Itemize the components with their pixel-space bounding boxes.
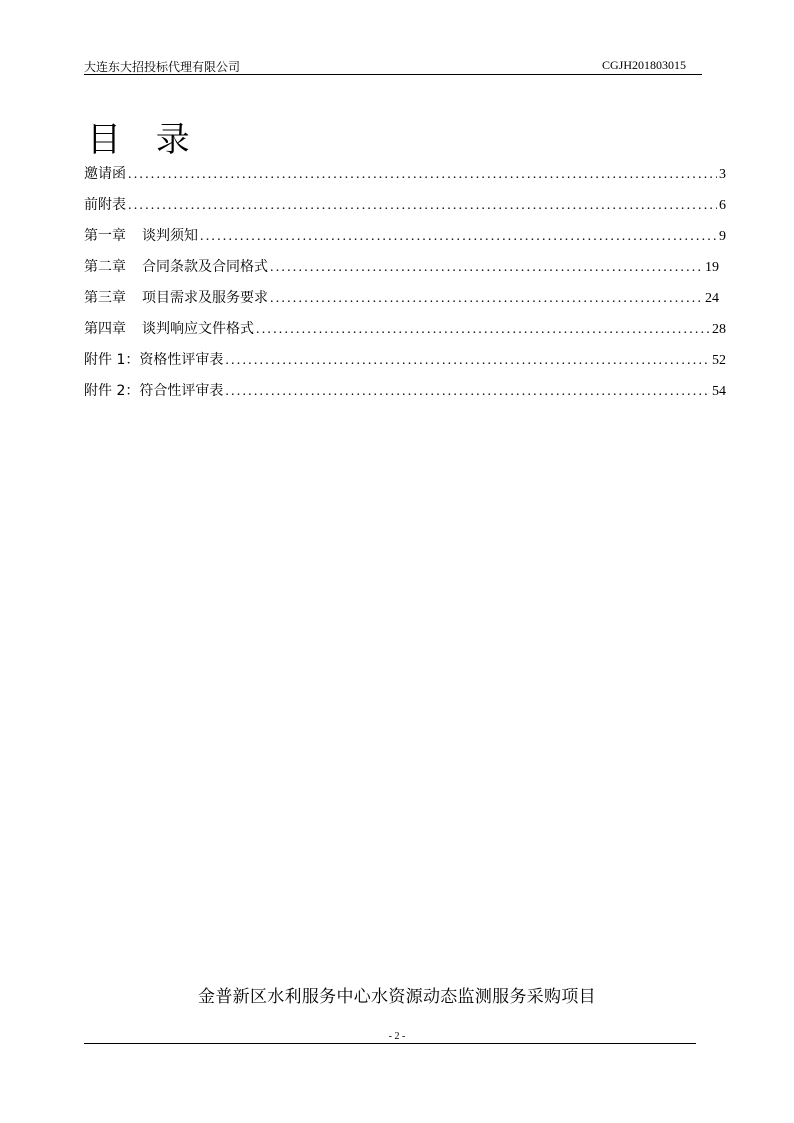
header-project-code: CGJH201803015 bbox=[601, 58, 686, 72]
toc-leader-dots bbox=[128, 194, 717, 218]
toc-page: 54 bbox=[712, 384, 726, 399]
toc-label: 附件 2：符合性评审表 bbox=[84, 383, 224, 399]
toc-label: 前附表 bbox=[84, 197, 126, 213]
toc-label: 项目需求及服务要求 bbox=[142, 290, 268, 306]
page-number: - 2 - bbox=[388, 1031, 406, 1042]
toc-chapter: 第二章 bbox=[84, 259, 126, 275]
toc-leader-dots bbox=[270, 287, 703, 311]
toc-label: 谈判响应文件格式 bbox=[142, 321, 254, 337]
toc-entry[interactable] bbox=[84, 193, 726, 224]
toc-entry[interactable] bbox=[84, 255, 719, 286]
toc-label: 合同条款及合同格式 bbox=[142, 259, 268, 275]
header-organization: 大连东大招投标代理有限公司 bbox=[84, 60, 241, 74]
toc-page: 6 bbox=[719, 198, 726, 213]
toc-page: 9 bbox=[719, 229, 726, 244]
toc-label: 附件 1：资格性评审表 bbox=[84, 352, 224, 368]
toc-title: 目 录 bbox=[87, 120, 202, 160]
toc-page: 52 bbox=[712, 353, 726, 368]
toc-entry[interactable] bbox=[84, 379, 726, 410]
footer-project-title: 金普新区水利服务中心水资源动态监测服务采购项目 bbox=[198, 987, 596, 1007]
toc-page: 28 bbox=[712, 322, 726, 337]
toc-leader-dots bbox=[270, 256, 703, 280]
toc-entry[interactable] bbox=[84, 317, 726, 348]
toc-page: 3 bbox=[719, 167, 726, 182]
toc-chapter: 第一章 bbox=[84, 228, 126, 244]
toc-entry[interactable] bbox=[84, 162, 726, 193]
toc-entry[interactable] bbox=[84, 348, 726, 379]
toc-chapter: 第三章 bbox=[84, 290, 126, 306]
toc-leader-dots bbox=[128, 163, 717, 187]
toc-leader-dots bbox=[225, 349, 710, 373]
toc-leader-dots bbox=[256, 318, 710, 342]
table-of-contents bbox=[84, 162, 726, 410]
toc-leader-dots bbox=[225, 380, 710, 404]
toc-label: 谈判须知 bbox=[142, 228, 198, 244]
page-header bbox=[84, 56, 702, 75]
toc-entry[interactable] bbox=[84, 286, 719, 317]
toc-label: 邀请函 bbox=[84, 166, 126, 182]
toc-chapter: 第四章 bbox=[84, 321, 126, 337]
toc-entry[interactable] bbox=[84, 224, 726, 255]
toc-leader-dots bbox=[200, 225, 717, 249]
toc-page: 24 bbox=[705, 291, 719, 306]
footer-divider bbox=[84, 1043, 696, 1044]
toc-page: 19 bbox=[705, 260, 719, 275]
